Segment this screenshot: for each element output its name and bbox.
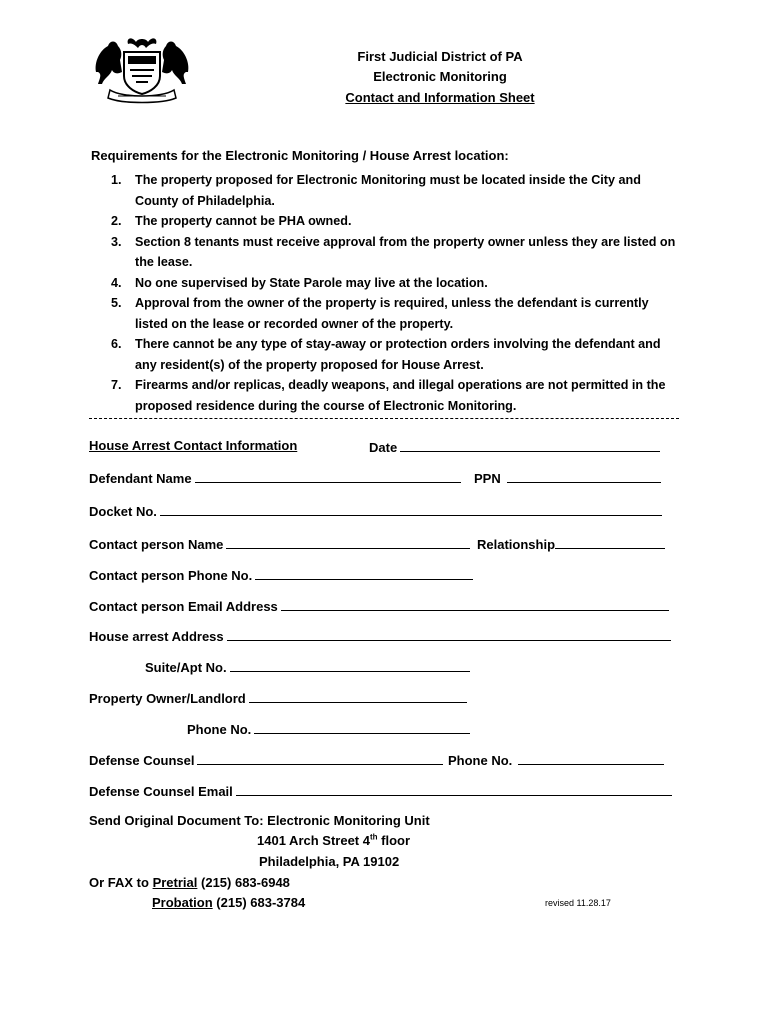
defense-counsel-label: Defense Counsel <box>89 753 195 768</box>
defense-email-label: Defense Counsel Email <box>89 784 233 799</box>
address-line-1: 1401 Arch Street 4th floor <box>257 832 411 848</box>
date-field[interactable] <box>400 438 660 452</box>
suite-field[interactable] <box>230 658 470 672</box>
requirements-list <box>91 170 681 416</box>
fax-pretrial: Or FAX to Pretrial (215) 683-6948 <box>89 875 290 890</box>
defense-phone-label: Phone No. <box>448 753 513 768</box>
requirement-item: 6. There cannot be any type of stay-away or protection orders involving the defendant and any resident(s) of the property proposed for House Arrest. <box>111 337 661 372</box>
requirement-item: 4. No one supervised by State Parole may live at the location. <box>111 275 488 290</box>
suite-label: Suite/Apt No. <box>145 660 227 675</box>
contact-email-label: Contact person Email Address <box>89 599 278 614</box>
date-label: Date <box>369 440 398 455</box>
send-to-label: Send Original Document To: Electronic Monitoring Unit <box>89 813 430 828</box>
house-address-label: House arrest Address <box>89 629 224 644</box>
pa-seal-logo <box>92 32 192 104</box>
relationship-field[interactable] <box>555 535 665 549</box>
ppn-label: PPN <box>474 471 501 486</box>
fax-probation: Probation (215) 683-3784 <box>152 895 306 910</box>
header-org: First Judicial District of PA <box>357 49 523 64</box>
defendant-name-label: Defendant Name <box>89 471 192 486</box>
house-address-field[interactable] <box>227 627 671 641</box>
requirement-item: 7. Firearms and/or replicas, deadly weapons, and illegal operations are not permitted in the proposed residence during the course of Electronic Monitoring. <box>111 378 666 413</box>
relationship-label: Relationship <box>477 537 556 552</box>
requirement-item: 5. Approval from the owner of the property is required, unless the defendant is currently listed on the lease or recorded owner of the property. <box>111 296 649 331</box>
ppn-field[interactable] <box>507 469 661 483</box>
requirement-item: 1. The property proposed for Electronic Monitoring must be located inside the City and County of Philadelphia. <box>111 173 641 208</box>
contact-name-label: Contact person Name <box>89 537 224 552</box>
requirements-title: Requirements for the Electronic Monitoring / House Arrest location: <box>91 148 509 163</box>
landlord-phone-field[interactable] <box>254 720 470 734</box>
page-title: Contact and Information Sheet <box>345 90 535 105</box>
landlord-label: Property Owner/Landlord <box>89 691 246 706</box>
address-line-2: Philadelphia, PA 19102 <box>259 854 400 869</box>
docket-field[interactable] <box>160 502 662 516</box>
form-section-title: House Arrest Contact Information <box>89 438 298 453</box>
header-unit: Electronic Monitoring <box>373 69 507 84</box>
defense-email-field[interactable] <box>236 782 672 796</box>
contact-phone-field[interactable] <box>255 566 473 580</box>
contact-name-field[interactable] <box>226 535 470 549</box>
defense-counsel-field[interactable] <box>197 751 443 765</box>
requirement-item: 3. Section 8 tenants must receive approval from the property owner unless they are listed on the lease. <box>111 234 676 269</box>
landlord-field[interactable] <box>249 689 467 703</box>
defendant-name-field[interactable] <box>195 469 461 483</box>
contact-email-field[interactable] <box>281 597 669 611</box>
section-divider <box>89 418 679 419</box>
contact-phone-label: Contact person Phone No. <box>89 568 253 583</box>
revision-date: revised 11.28.17 <box>545 898 611 908</box>
docket-label: Docket No. <box>89 504 157 519</box>
landlord-phone-label: Phone No. <box>187 722 252 737</box>
defense-phone-field[interactable] <box>518 751 664 765</box>
requirement-item: 2. The property cannot be PHA owned. <box>111 214 352 228</box>
